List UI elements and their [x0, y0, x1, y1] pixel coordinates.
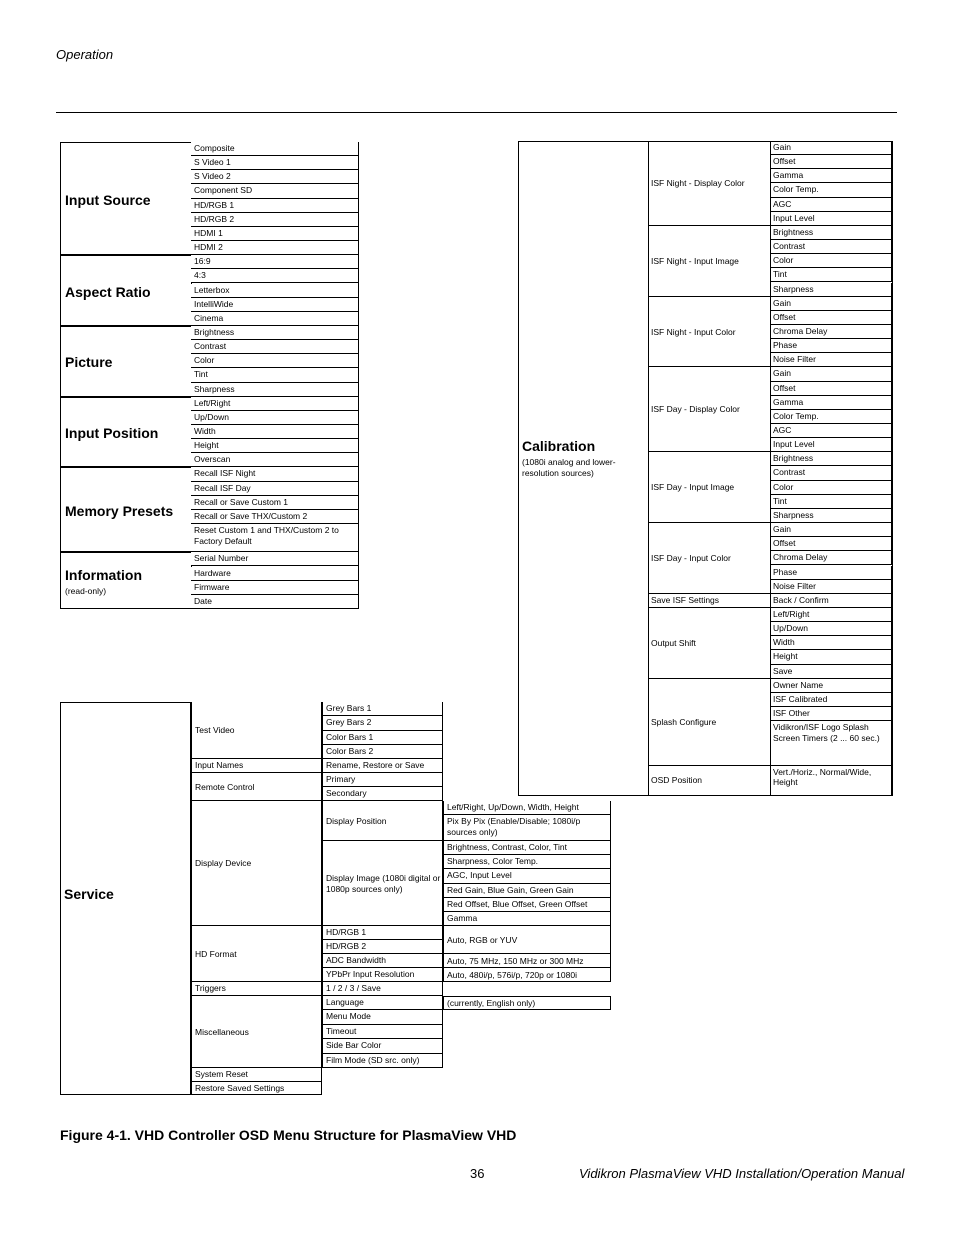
calibration-item: AGC: [770, 424, 892, 438]
hd-format-value-text: Auto, 75 MHz, 150 MHz or 300 MHz: [447, 955, 584, 966]
misc-item-text: Timeout: [326, 1025, 357, 1036]
menu-item: Date: [191, 595, 359, 609]
menu-item: Recall ISF Day: [191, 482, 359, 496]
hd-format-item-text: HD/RGB 1: [326, 927, 367, 937]
hd-format-item: [322, 954, 443, 968]
calibration-item: Tint: [770, 495, 892, 509]
hd-format-value: [443, 954, 611, 968]
main-menu-title: Aspect Ratio: [65, 283, 151, 300]
hd-format-item: [322, 940, 443, 954]
test-video-item-text: Grey Bars 1: [326, 703, 372, 713]
calibration-item: Left/Right: [770, 608, 892, 622]
misc-item-text: Side Bar Color: [326, 1040, 382, 1051]
calibration-title-text: Calibration: [522, 438, 596, 454]
hd-format-value-text: Auto, 480i/p, 576i/p, 720p or 1080i: [447, 969, 577, 980]
display-image-item-text: AGC, Input Level: [447, 870, 512, 881]
menu-item: Up/Down: [191, 411, 359, 425]
misc-item: [322, 996, 443, 1010]
calibration-item: Color: [770, 254, 892, 268]
service-submenu-label: System Reset: [195, 1069, 248, 1079]
calibration-item: Chroma Delay: [770, 551, 892, 565]
group-divider: [648, 296, 770, 297]
calibration-item: Vidikron/ISF Logo Splash Screen Timers (2 ... 60 sec.): [770, 721, 892, 765]
main-menu-subtitle: (read-only): [65, 585, 107, 596]
display-image-item: [443, 912, 611, 926]
calibration-item: Width: [770, 636, 892, 650]
calibration-submenu: [648, 367, 773, 452]
menu-item: Brightness: [191, 326, 359, 340]
service-submenu: [191, 702, 322, 759]
service-submenu-label: Triggers: [195, 983, 226, 993]
calibration-submenu: [648, 608, 773, 679]
service-submenu: [191, 1068, 322, 1082]
hd-format-item: [322, 926, 443, 940]
service-submenu: [191, 996, 322, 1068]
hd-format-value: [443, 926, 611, 954]
calibration-title: [522, 438, 642, 479]
misc-item: [322, 1039, 443, 1053]
calibration-subtitle: (1080i analog and lower-resolution sources): [522, 457, 616, 478]
main-menu-title: Input Position: [65, 425, 159, 442]
footer-title: Vidikron PlasmaView VHD Installation/Operation Manual: [579, 1166, 905, 1181]
misc-item: [322, 1025, 443, 1039]
test-video-item: [322, 731, 443, 745]
calibration-submenu-text: Splash Configure: [651, 716, 717, 727]
menu-item: HDMI 1: [191, 227, 359, 241]
input-names-item-text: Rename, Restore or Save: [326, 760, 425, 770]
hd-format-item-text: HD/RGB 2: [326, 941, 367, 951]
calibration-submenu-text: ISF Day - Input Color: [651, 552, 731, 563]
display-device-item-text: Display Image (1080i digital or 1080p sources only): [326, 873, 441, 894]
calibration-item: Brightness: [770, 226, 892, 240]
calibration-submenu-text: ISF Day - Input Image: [651, 482, 735, 493]
triggers-item-text: 1 / 2 / 3 / Save: [326, 983, 381, 993]
main-menu-label: [65, 354, 188, 370]
remote-control-item-text: Secondary: [326, 788, 367, 798]
calibration-item: Up/Down: [770, 622, 892, 636]
misc-item-text: Film Mode (SD src. only): [326, 1054, 420, 1065]
calibration-submenu: [648, 594, 773, 608]
group-divider: [648, 225, 770, 226]
misc-item: [322, 1054, 443, 1068]
remote-control-item: [322, 773, 443, 787]
display-image-item: [443, 841, 611, 855]
main-menu-title: Memory Presets: [65, 502, 174, 519]
menu-item: Cinema: [191, 312, 359, 326]
calibration-item: Offset: [770, 155, 892, 169]
group-divider: [648, 607, 770, 608]
group-divider: [648, 765, 770, 766]
calibration-item: ISF Calibrated: [770, 693, 892, 707]
display-image-item-text: Red Gain, Blue Gain, Green Gain: [447, 884, 574, 895]
calibration-item: Input Level: [770, 212, 892, 226]
test-video-item-text: Color Bars 1: [326, 731, 374, 742]
calibration-item: Tint: [770, 268, 892, 282]
misc-item-text: Language: [326, 997, 364, 1007]
triggers-item: [322, 982, 443, 996]
display-image-item: [443, 898, 611, 912]
calibration-item: Color: [770, 481, 892, 495]
main-menu-title: Input Source: [65, 191, 151, 208]
menu-item: Sharpness: [191, 383, 359, 397]
display-device-item: [322, 801, 443, 841]
calibration-submenu: [648, 679, 773, 766]
test-video-item: [322, 702, 443, 716]
menu-item: Contrast: [191, 340, 359, 354]
main-menu-label: [65, 503, 188, 519]
calibration-submenu-text: ISF Night - Input Image: [651, 255, 739, 266]
main-menu-label: [65, 567, 188, 597]
calibration-submenu-text: ISF Day - Display Color: [651, 404, 740, 415]
calibration-submenu-text: ISF Night - Display Color: [651, 177, 745, 188]
calibration-item: Color Temp.: [770, 183, 892, 197]
calibration-item: Contrast: [770, 466, 892, 480]
service-submenu: [191, 759, 322, 773]
service-submenu: [191, 1082, 322, 1095]
menu-item: Hardware: [191, 567, 359, 581]
hd-format-item-text: YPbPr Input Resolution: [326, 969, 415, 979]
display-position-item: Left/Right, Up/Down, Width, Height: [443, 801, 611, 815]
group-divider: [648, 593, 770, 594]
calibration-submenu-text: Save ISF Settings: [651, 595, 720, 606]
display-image-item: [443, 855, 611, 869]
hd-format-value: [443, 968, 611, 982]
group-divider: [648, 522, 770, 523]
test-video-item: [322, 716, 443, 730]
calibration-item: Owner Name: [770, 679, 892, 693]
calibration-item: Vert./Horiz., Normal/Wide, Height: [770, 766, 892, 796]
menu-item: Serial Number: [191, 552, 359, 566]
group-divider: [648, 451, 770, 452]
hd-format-item-text: ADC Bandwidth: [326, 955, 387, 965]
language-value: (currently, English only): [443, 996, 611, 1010]
calibration-item: Gain: [770, 523, 892, 537]
menu-item: Height: [191, 439, 359, 453]
display-image-item: [443, 884, 611, 898]
service-submenu: [191, 982, 322, 996]
calibration-item: Gain: [770, 367, 892, 381]
display-device-item-text: Display Position: [326, 815, 387, 826]
calibration-item: Gain: [770, 141, 892, 155]
remote-control-item-text: Primary: [326, 774, 356, 784]
main-menu-label: [65, 284, 188, 300]
column-divider: [770, 141, 771, 796]
service-submenu-label: Remote Control: [195, 781, 255, 792]
menu-item: Composite: [191, 142, 359, 156]
menu-item: IntelliWide: [191, 298, 359, 312]
calibration-submenu: [648, 766, 773, 796]
calibration-item: Chroma Delay: [770, 325, 892, 339]
calibration-submenu: [648, 226, 773, 297]
service-submenu-label: HD Format: [195, 948, 237, 959]
main-menu-title: Picture: [65, 354, 113, 371]
calibration-item: Back / Confirm: [770, 594, 892, 608]
main-menu-label: [65, 192, 188, 208]
calibration-item: Sharpness: [770, 509, 892, 523]
figure-caption: Figure 4-1. VHD Controller OSD Menu Structure for PlasmaView VHD: [60, 1127, 517, 1143]
test-video-item-text: Grey Bars 2: [326, 717, 372, 728]
test-video-item: [322, 745, 443, 759]
calibration-item: Save: [770, 665, 892, 679]
page-number: 36: [470, 1166, 485, 1181]
main-menu-title: Information: [65, 566, 142, 583]
header-rule: [56, 112, 897, 113]
calibration-item: ISF Other: [770, 707, 892, 721]
display-image-item-text: Brightness, Contrast, Color, Tint: [447, 842, 567, 852]
service-submenu-label: Display Device: [195, 858, 252, 869]
header-section: Operation: [56, 47, 114, 62]
test-video-item-text: Color Bars 2: [326, 745, 374, 756]
menu-item: Color: [191, 354, 359, 368]
display-image-item: [443, 869, 611, 883]
service-submenu-label: Input Names: [195, 760, 244, 770]
display-image-item-text: Gamma: [447, 913, 478, 923]
display-image-item-text: Sharpness, Color Temp.: [447, 856, 539, 867]
calibration-submenu: [648, 523, 773, 594]
calibration-item: Sharpness: [770, 283, 892, 297]
calibration-item: Gamma: [770, 396, 892, 410]
calibration-item: Noise Filter: [770, 353, 892, 367]
menu-item: Recall or Save THX/Custom 2: [191, 510, 359, 524]
input-names-item: [322, 759, 443, 773]
calibration-item: Height: [770, 650, 892, 664]
service-submenu: [191, 773, 322, 801]
calibration-item: Brightness: [770, 452, 892, 466]
display-image-item-text: Red Offset, Blue Offset, Green Offset: [447, 898, 588, 909]
menu-item: Overscan: [191, 453, 359, 467]
calibration-item: Color Temp.: [770, 410, 892, 424]
calibration-item: Input Level: [770, 438, 892, 452]
menu-item: 4:3: [191, 269, 359, 283]
service-submenu-label: Test Video: [195, 725, 235, 736]
misc-item: [322, 1010, 443, 1024]
calibration-item: Gain: [770, 297, 892, 311]
calibration-item: Offset: [770, 311, 892, 325]
calibration-item: AGC: [770, 198, 892, 212]
service-submenu-label: Miscellaneous: [195, 1026, 249, 1037]
remote-control-item: [322, 787, 443, 801]
menu-item: Firmware: [191, 581, 359, 595]
menu-item: HD/RGB 2: [191, 213, 359, 227]
service-title: Service: [64, 886, 114, 902]
calibration-submenu: [648, 452, 773, 523]
calibration-item: Gamma: [770, 169, 892, 183]
menu-item: 16:9: [191, 255, 359, 269]
menu-item: S Video 1: [191, 156, 359, 170]
menu-item: Width: [191, 425, 359, 439]
calibration-item: Phase: [770, 566, 892, 580]
menu-item: Component SD: [191, 184, 359, 198]
service-submenu: [191, 926, 322, 982]
hd-format-value-text: Auto, RGB or YUV: [447, 934, 518, 945]
group-divider: [648, 678, 770, 679]
service-submenu: [191, 801, 322, 926]
menu-item: Letterbox: [191, 284, 359, 298]
calibration-item: Offset: [770, 537, 892, 551]
menu-item: Recall ISF Night: [191, 467, 359, 481]
menu-item: HDMI 2: [191, 241, 359, 255]
calibration-item: Offset: [770, 382, 892, 396]
menu-item: Tint: [191, 368, 359, 382]
menu-item: HD/RGB 1: [191, 199, 359, 213]
calibration-item: Noise Filter: [770, 580, 892, 594]
display-position-item: Pix By Pix (Enable/Disable; 1080i/p sources only): [443, 815, 611, 841]
hd-format-item: [322, 968, 443, 982]
group-divider: [648, 795, 770, 796]
calibration-submenu-text: OSD Position: [651, 775, 703, 786]
menu-item: Reset Custom 1 and THX/Custom 2 to Factory Default: [191, 524, 359, 552]
display-device-item: [322, 841, 443, 926]
service-submenu-label: Restore Saved Settings: [195, 1083, 285, 1093]
main-menu-label: [65, 425, 188, 441]
calibration-item: Phase: [770, 339, 892, 353]
menu-item: Recall or Save Custom 1: [191, 496, 359, 510]
group-divider: [648, 366, 770, 367]
column-divider: [648, 141, 649, 796]
calibration-submenu: [648, 297, 773, 368]
calibration-submenu-text: ISF Night - Input Color: [651, 326, 736, 337]
calibration-submenu: [648, 141, 773, 226]
calibration-submenu-text: Output Shift: [651, 637, 696, 648]
calibration-item: Contrast: [770, 240, 892, 254]
misc-item-text: Menu Mode: [326, 1011, 371, 1022]
menu-item: Left/Right: [191, 397, 359, 411]
menu-item: S Video 2: [191, 170, 359, 184]
